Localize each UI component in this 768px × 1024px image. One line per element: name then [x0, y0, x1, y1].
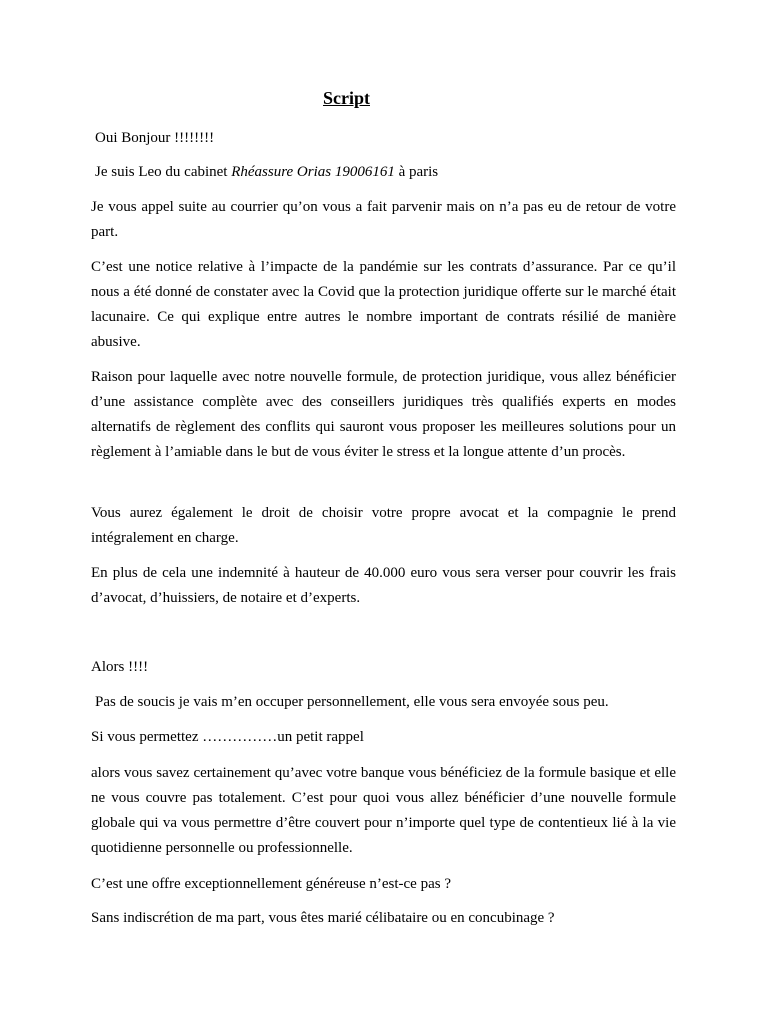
paragraph-courrier: Je vous appel suite au courrier qu’on vous a fait parvenir mais on n’a pas eu de retour de votre part. — [91, 199, 676, 240]
paragraph-soucis: Pas de soucis je vais m’en occuper personnellement, elle vous sera envoyée sous peu. — [95, 694, 609, 710]
intro-text-before: Je suis Leo du cabinet — [95, 164, 232, 180]
paragraph-formule: Raison pour laquelle avec notre nouvelle formule, de protection juridique, vous allez bénéficier d’une assistance complète avec des conseillers juridiques très qualifiés experts en modes alternatifs de règlement des conflits qui sauront vous proposer les meilleures solutions pour un règlement à l’amiable dans le but de vous éviter le stress et la longue attente d’un procès. — [91, 369, 676, 460]
cabinet-name: Rhéassure Orias 19006161 — [231, 164, 395, 180]
paragraph-indiscretion: Sans indiscrétion de ma part, vous êtes marié célibataire ou en concubinage ? — [91, 910, 555, 926]
paragraph-alors: Alors !!!! — [91, 659, 149, 675]
paragraph-avocat: Vous aurez également le droit de choisir votre propre avocat et la compagnie le prend intégralement en charge. — [91, 505, 676, 546]
paragraph-offre: C’est une offre exceptionnellement généreuse n’est-ce pas ? — [91, 876, 451, 892]
greeting-line: Oui Bonjour !!!!!!!! — [95, 130, 215, 146]
intro-text-after: à paris — [394, 164, 439, 180]
paragraph-notice: C’est une notice relative à l’impacte de la pandémie sur les contrats d’assurance. Par ce qu’il nous a été donné de constater avec la Covid que la protection juridique offerte sur le marché était lacunaire. Ce qui explique entre autres le nombre important de contrats résilié de manière abusive. — [91, 259, 676, 350]
paragraph-indemnite: En plus de cela une indemnité à hauteur de 40.000 euro vous sera verser pour couvrir les frais d’avocat, d’huissiers, de notaire et d’experts. — [91, 565, 676, 606]
paragraph-banque: alors vous savez certainement qu’avec votre banque vous bénéficiez de la formule basique et elle ne vous couvre pas totalement. C’est pour quoi vous allez bénéficier d’une nouvelle formule globale qui va vous permettre d’être couvert pour n’importe quel type de contentieux lié à la vie quotidienne personnelle ou professionnelle. — [91, 765, 676, 856]
paragraph-rappel: Si vous permettez ……………un petit rappel — [91, 729, 364, 745]
document-title: Script — [323, 88, 370, 108]
intro-line — [91, 160, 680, 185]
